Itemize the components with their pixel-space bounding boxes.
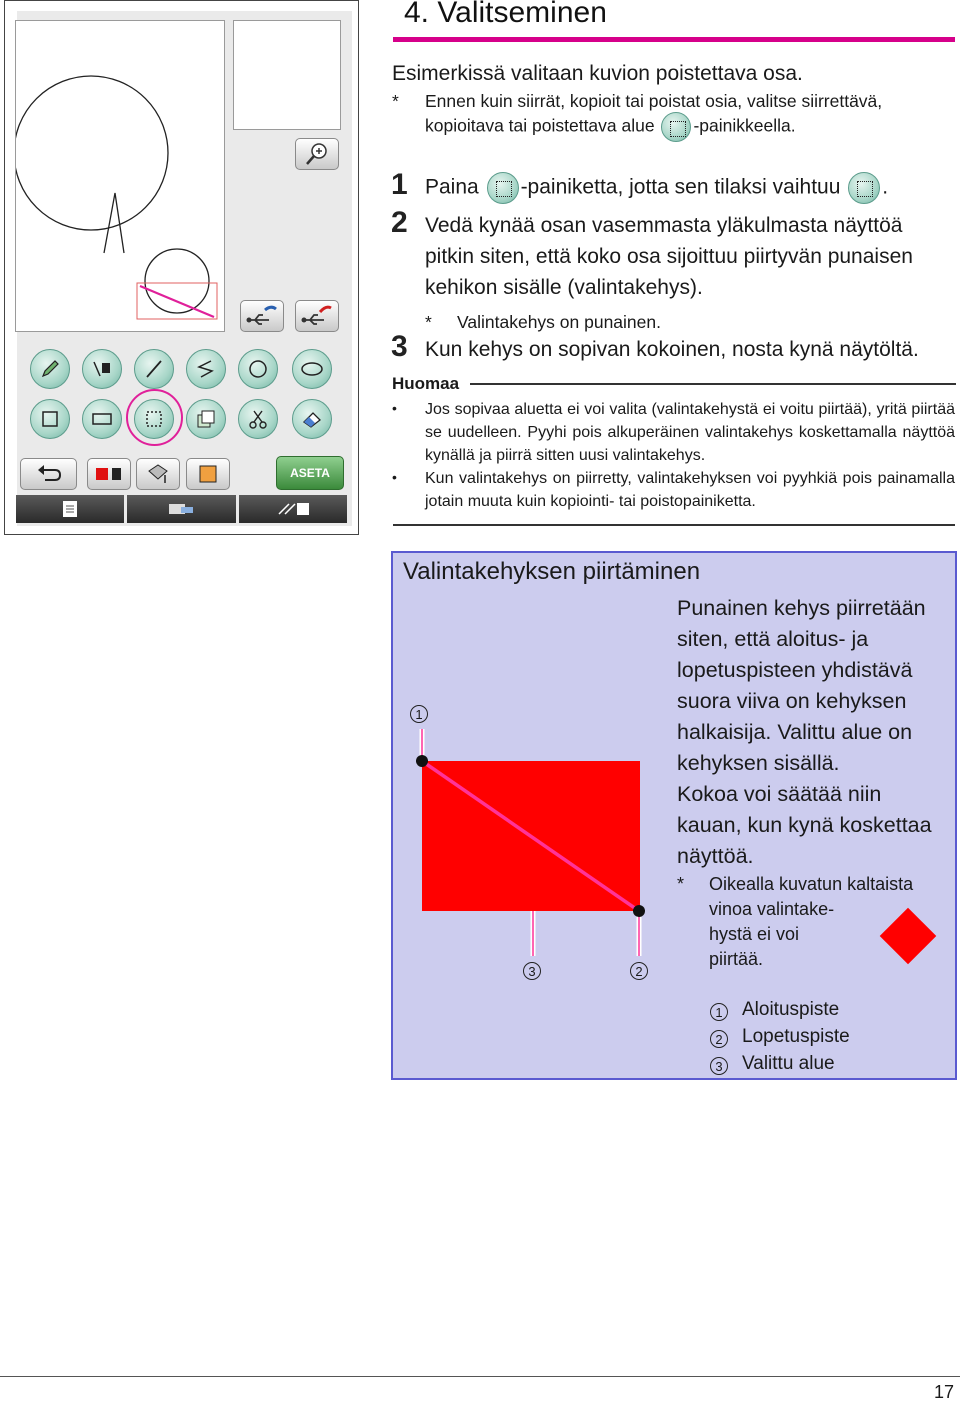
box-text-line: siten, että aloitus- ja — [677, 627, 869, 651]
fill-icon — [145, 463, 171, 485]
page-number: 17 — [933, 1382, 954, 1402]
sew-tab[interactable] — [127, 495, 235, 523]
square-tool-button[interactable] — [30, 399, 70, 439]
pencil-icon — [39, 358, 61, 380]
pencil-tool-button[interactable] — [30, 349, 70, 389]
legend-label: Valittu alue — [742, 1053, 835, 1074]
line-icon — [143, 358, 165, 380]
step-number: 3 — [391, 330, 408, 363]
legend-number: 3 — [710, 1057, 728, 1075]
color-button[interactable] — [87, 458, 131, 490]
step-1-text — [425, 172, 888, 204]
title-underline — [393, 37, 955, 42]
page-icon — [61, 499, 79, 519]
intro-note-line2 — [425, 112, 796, 142]
undo-icon — [35, 464, 63, 484]
section-end-rule — [393, 524, 955, 526]
fill-button[interactable] — [136, 458, 180, 490]
box-text-line: halkaisija. Valittu alue on — [677, 720, 913, 744]
diagonal-frame-example — [880, 908, 937, 965]
box-text-line: kehyksen sisällä. — [677, 751, 840, 775]
note-heading-rule — [470, 383, 956, 385]
legend-number: 2 — [710, 1030, 728, 1048]
zigzag-icon — [195, 358, 217, 380]
step-1-after: . — [882, 175, 889, 199]
bullet: • — [392, 400, 397, 416]
step-3-text: Kun kehys on sopivan kokoinen, nosta kynä näytöltä. — [425, 338, 919, 361]
set-button[interactable]: ASETA — [276, 456, 344, 490]
bottom-tab-bar — [16, 495, 347, 523]
color-icon — [94, 465, 124, 483]
eraser-icon — [301, 408, 323, 430]
end-point — [633, 905, 645, 917]
oval-icon — [300, 358, 324, 380]
box-note-star: * — [677, 874, 685, 894]
scissors-tool-button[interactable] — [238, 399, 278, 439]
background-button[interactable] — [186, 458, 230, 490]
undo-button[interactable] — [20, 458, 77, 490]
machine-tab[interactable] — [239, 495, 347, 523]
select-tool-button[interactable] — [134, 399, 174, 439]
box-note-line: hystä ei voi — [709, 924, 800, 944]
box-text-line: Kokoa voi säätää niin — [677, 782, 882, 806]
step-2-note-star: * — [425, 312, 432, 332]
footer-rule — [0, 1376, 960, 1377]
step-2-line: pitkin siten, että koko osa sijoittuu piirtyvän punaisen — [425, 245, 913, 268]
box-note-line: piirtää. — [709, 949, 764, 969]
line-tool-button[interactable] — [134, 349, 174, 389]
box-text-line: kauan, kun kynä koskettaa — [677, 813, 932, 837]
start-point — [416, 755, 428, 767]
machine-icon — [275, 500, 311, 518]
zigzag-tool-button[interactable] — [186, 349, 226, 389]
box-text-line: lopetuspisteen yhdistävä — [677, 658, 913, 682]
step-2-line: kehikon sisälle (valintakehys). — [425, 276, 703, 299]
marker-start-number: 1 — [410, 705, 428, 723]
background-icon — [197, 463, 219, 485]
thread-tool-button[interactable] — [82, 349, 122, 389]
zoom-icon — [304, 142, 330, 166]
section-title: 4. Valitseminen — [404, 0, 607, 29]
usb-import-icon — [245, 304, 279, 328]
info-box-title: Valintakehyksen piirtäminen — [403, 558, 701, 585]
box-text-line: suora viiva on kehyksen — [677, 689, 907, 713]
legend-number: 1 — [710, 1003, 728, 1021]
intro-note-line1: Ennen kuin siirrät, kopioit tai poistat osia, valitse siirrettävä, — [425, 91, 883, 111]
bullet: • — [392, 469, 397, 485]
preview-thumbnail — [233, 20, 341, 130]
step-number: 2 — [391, 206, 408, 239]
thread-icon — [91, 358, 113, 380]
intro-note-line2-before: kopioitava tai poistettava alue — [425, 115, 655, 136]
rectangle-tool-button[interactable] — [82, 399, 122, 439]
square-icon — [39, 408, 61, 430]
stamp-tool-button[interactable] — [186, 399, 226, 439]
intro-note-star: * — [392, 91, 399, 111]
note-item: Jos sopivaa aluetta ei voi valita (valintakehystä ei voitu piirtää), yritä piirtää se uudelleen. Pyyhi pois alkuperäinen valintakehys koskettamalla näyttöä kynällä ja piirrä sitten uusi valintakehys. — [425, 401, 955, 464]
page-tab[interactable] — [16, 495, 124, 523]
box-text-line: näyttöä. — [677, 844, 754, 868]
select-active-icon — [848, 172, 880, 204]
circle-icon — [247, 358, 269, 380]
legend-label: Lopetuspiste — [742, 1026, 850, 1047]
select-icon — [487, 172, 519, 204]
step-2-note: Valintakehys on punainen. — [457, 312, 661, 332]
note-heading: Huomaa — [392, 374, 460, 393]
rectangle-icon — [90, 408, 114, 430]
usb-export-button[interactable] — [295, 300, 339, 332]
oval-tool-button[interactable] — [292, 349, 332, 389]
legend-label: Aloituspiste — [742, 999, 840, 1020]
select-icon — [143, 408, 165, 430]
box-text-line: Punainen kehys piirretään — [677, 596, 926, 620]
note-item: Kun valintakehys on piirretty, valintakehyksen voi pyyhkiä pois painamalla jotain muuta kuin kopiointi- tai poistopainiketta. — [425, 470, 955, 510]
step-1-before: Paina — [425, 175, 479, 199]
eraser-tool-button[interactable] — [292, 399, 332, 439]
sew-icon — [167, 500, 195, 518]
circle-tool-button[interactable] — [238, 349, 278, 389]
stamp-icon — [195, 408, 217, 430]
step-1-middle: -painiketta, jotta sen tilaksi vaihtuu — [520, 175, 841, 199]
usb-export-icon — [300, 304, 334, 328]
zoom-button[interactable] — [295, 138, 339, 170]
box-note-line: vinoa valintake- — [709, 899, 835, 919]
step-2-line: Vedä kynää osan vasemmasta yläkulmasta näyttöä — [425, 214, 903, 237]
select-icon — [661, 112, 691, 142]
usb-import-button[interactable] — [240, 300, 284, 332]
box-note-line: Oikealla kuvatun kaltaista — [709, 874, 914, 894]
intro-note-line2-after: -painikkeella. — [693, 115, 796, 136]
intro-text: Esimerkissä valitaan kuvion poistettava osa. — [392, 62, 803, 85]
scissors-icon — [247, 408, 269, 430]
drawing-canvas[interactable] — [15, 20, 225, 332]
step-number: 1 — [391, 168, 408, 201]
marker-end-number: 2 — [630, 962, 648, 980]
marker-area-number: 3 — [523, 962, 541, 980]
